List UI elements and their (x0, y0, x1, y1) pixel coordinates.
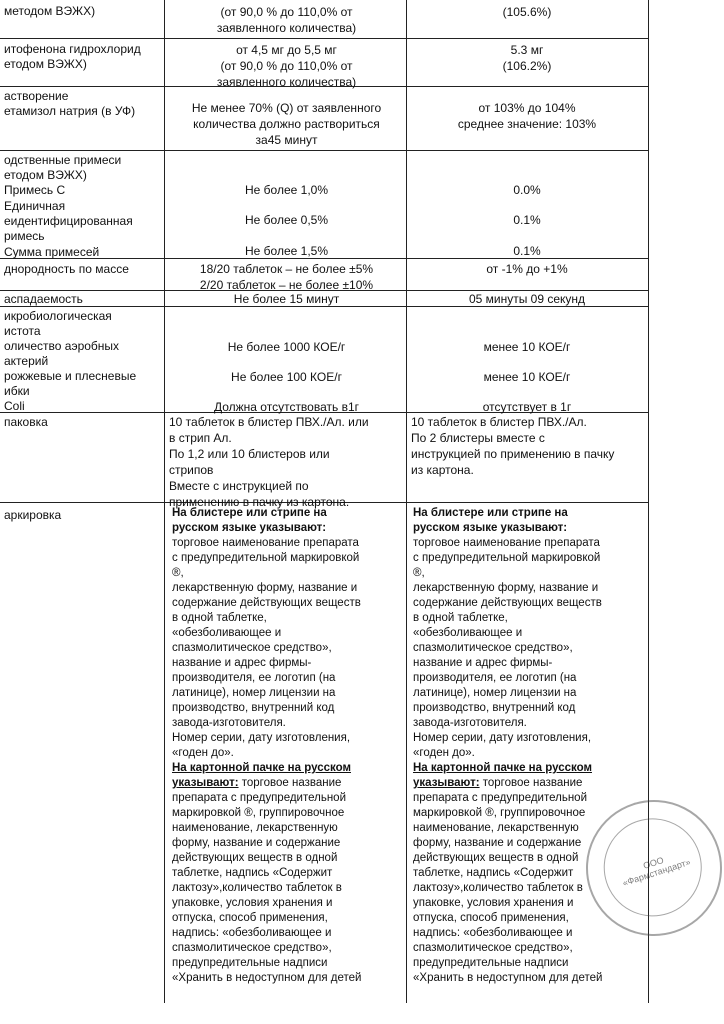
norm-cell-line: 2/20 таблеток – не более ±10% (199, 278, 374, 292)
parameter-cell-line: Coli (4, 399, 25, 413)
result-cell-line: инструкцией по применению в пачку (411, 447, 615, 461)
marking-line: торговое наименование препарата (172, 537, 359, 549)
norm-cell-line: от 4,5 мг до 5,5 мг (236, 43, 337, 57)
marking-line: действующих веществ в одной (413, 852, 579, 864)
marking-line: форму, название и содержание (413, 837, 582, 849)
parameter-cell-line: оличество аэробных (4, 339, 120, 353)
norm-cell (169, 243, 404, 259)
marking-line: ®, (413, 567, 425, 579)
row-divider (0, 150, 649, 151)
marking-line: название и адрес фирмы- (413, 657, 553, 669)
result-cell-line: отсутствует в 1г (482, 400, 572, 414)
parameter-cell-line: астворение (4, 89, 69, 103)
norm-cell (169, 212, 404, 228)
marking-line: Номер серии, дату изготовления, (172, 732, 351, 744)
marking-line: с предупредительной маркировкой (413, 552, 601, 564)
norm-cell (169, 100, 404, 148)
result-cell (411, 243, 643, 259)
marking-line: упаковке, условия хранения и (172, 897, 333, 909)
parameter-cell-line: ибки (4, 384, 30, 398)
marking-line: предупредительные надписи (413, 957, 569, 969)
marking-line: производство, внутренний код (413, 702, 576, 714)
result-cell (411, 369, 643, 385)
parameter-cell-line: етодом ВЭЖХ) (4, 168, 87, 182)
marking-line: русском языке указывают: (172, 522, 327, 534)
marking-text: торговое название (479, 777, 583, 789)
norm-cell-line: 18/20 таблеток – не более ±5% (199, 262, 374, 276)
parameter-cell (4, 292, 162, 307)
marking-line: в одной таблетке, (413, 612, 508, 624)
norm-cell (169, 291, 404, 307)
marking-line: надпись: «обезболивающее и (413, 927, 573, 939)
marking-line: упаковке, условия хранения и (413, 897, 574, 909)
parameter-cell-line: Единичная (4, 199, 66, 213)
marking-line: отпуска, способ применения, (172, 912, 328, 924)
norm-cell-line: Не более 15 минут (233, 292, 340, 306)
norm-cell-line: Не более 0,5% (245, 213, 328, 227)
parameter-cell-line: итофенона гидрохлорид (4, 42, 141, 56)
norm-cell-line: в стрип Ал. (169, 431, 232, 445)
parameter-cell (4, 309, 162, 339)
parameter-cell (4, 399, 162, 414)
marking-line: На картонной пачке на русском (172, 762, 351, 774)
marking-line: производителя, ее логотип (на (172, 672, 336, 684)
result-cell-line: (105.6%) (502, 5, 552, 19)
parameter-cell-line: Сумма примесей (4, 245, 100, 259)
marking-line: лекарственную форму, название и (413, 582, 599, 594)
marking-line: действующих веществ в одной (172, 852, 338, 864)
norm-cell-line: Не менее 70% (Q) от заявленного (191, 101, 382, 115)
parameter-cell (4, 245, 162, 260)
norm-cell-line: Не более 1,5% (245, 244, 328, 258)
norm-cell-line: заявленного количества) (216, 75, 357, 89)
marking-line: содержание действующих веществ (172, 597, 361, 609)
marking-line: спазмолитическое средство», (413, 942, 573, 954)
norm-cell-line: количества должно раствориться (193, 117, 380, 131)
parameter-cell-line: рожжевые и плесневые (4, 369, 137, 383)
marking-line: лактозу»,количество таблеток в (172, 882, 342, 894)
norm-cell-line: (от 90,0 % до 110,0% от (220, 59, 353, 73)
marking-line: отпуска, способ применения, (413, 912, 569, 924)
marking-line (413, 776, 647, 791)
parameter-cell-line: методом ВЭЖХ) (4, 4, 96, 18)
parameter-cell (4, 339, 162, 369)
marking-line: «Хранить в недоступном для детей (172, 972, 362, 984)
marking-line: латинице), номер лицензии на (413, 687, 577, 699)
marking-line: «Хранить в недоступном для детей (413, 972, 603, 984)
result-cell (411, 42, 643, 74)
marking-line: таблетке, надпись «Содержит (172, 867, 333, 879)
marking-line (172, 776, 404, 791)
marking-line: маркировкой ®, группировочное (172, 807, 345, 819)
marking-heading: указывают: (413, 777, 480, 789)
parameter-cell (4, 42, 162, 72)
norm-cell-line: заявленного количества) (216, 21, 357, 35)
result-cell (411, 291, 643, 307)
stamp-text: ООО «Фармстандарт» (621, 854, 692, 889)
parameter-cell (4, 415, 162, 430)
parameter-cell-line: аспадаемость (4, 292, 83, 306)
marking-line: «обезболивающее и (172, 627, 282, 639)
result-cell-line: 0.1% (513, 213, 541, 227)
marking-line: На блистере или стрипе на (172, 507, 327, 519)
marking-line: форму, название и содержание (172, 837, 341, 849)
result-cell-line: менее 10 КОЕ/г (483, 340, 571, 354)
result-cell-line: из картона. (411, 463, 474, 477)
parameter-cell (4, 262, 162, 277)
marking-line: Номер серии, дату изготовления, (413, 732, 592, 744)
marking-text: торговое название (238, 777, 342, 789)
result-cell (411, 399, 643, 415)
result-cell-line: 0.1% (513, 244, 541, 258)
result-cell (411, 414, 643, 478)
norm-cell-line: По 1,2 или 10 блистеров или (169, 447, 330, 461)
result-cell-line: менее 10 КОЕ/г (483, 370, 571, 384)
marking-line: ®, (172, 567, 184, 579)
marking-line: завода-изготовителя. (413, 717, 527, 729)
marking-line: с предупредительной маркировкой (172, 552, 360, 564)
norm-cell (169, 42, 404, 90)
result-cell (411, 212, 643, 228)
marking-line: спазмолитическое средство», (413, 642, 573, 654)
marking-line: препарата с предупредительной (172, 792, 347, 804)
norm-cell (169, 399, 404, 415)
marking-line: маркировкой ®, группировочное (413, 807, 586, 819)
norm-cell-line: Не более 1000 КОЕ/г (227, 340, 346, 354)
parameter-cell-line: днородность по массе (4, 262, 129, 276)
parameter-cell-line: истота (4, 324, 41, 338)
marking-line: «обезболивающее и (413, 627, 523, 639)
norm-cell-line: Не более 100 КОЕ/г (231, 370, 342, 384)
parameter-cell (4, 369, 162, 399)
marking-line: На картонной пачке на русском (413, 762, 592, 774)
parameter-cell (4, 183, 162, 198)
result-cell (411, 339, 643, 355)
marking-line: содержание действующих веществ (413, 597, 602, 609)
marking-line: наименование, лекарственную (413, 822, 579, 834)
parameter-cell-line: Примесь С (4, 183, 66, 197)
marking-line: производство, внутренний код (172, 702, 335, 714)
marking-line: торговое наименование препарата (413, 537, 600, 549)
marking-line: наименование, лекарственную (172, 822, 338, 834)
marking-line: «годен до». (172, 747, 234, 759)
marking-line: название и адрес фирмы- (172, 657, 312, 669)
norm-cell-line: стрипов (169, 463, 214, 477)
parameter-cell-line: икробиологическая (4, 309, 112, 323)
norm-cell (169, 261, 404, 293)
marking-line: «годен до». (413, 747, 475, 759)
norm-cell-line: за45 минут (255, 133, 318, 147)
norm-cell-line: (от 90,0 % до 110,0% от (220, 5, 353, 19)
result-cell-line: 0.0% (513, 183, 541, 197)
result-cell (411, 261, 643, 277)
norm-cell-line: Вместе с инструкцией по (169, 479, 309, 493)
result-cell-line: По 2 блистеры вместе с (411, 431, 545, 445)
row-divider (0, 38, 649, 39)
marking-line: в одной таблетке, (172, 612, 267, 624)
marking-line: таблетке, надпись «Содержит (413, 867, 574, 879)
marking-line: спазмолитическое средство», (172, 642, 332, 654)
parameter-cell-line: римесь (4, 229, 45, 243)
norm-cell (169, 369, 404, 385)
marking-line: спазмолитическое средство», (172, 942, 332, 954)
marking-heading: указывают: (172, 777, 239, 789)
marking-line: латинице), номер лицензии на (172, 687, 336, 699)
parameter-cell-line: актерий (4, 354, 49, 368)
norm-cell (169, 182, 404, 198)
result-cell-line: 10 таблеток в блистер ПВХ./Ал. (411, 415, 587, 429)
norm-cell (169, 4, 404, 36)
result-cell-line: от 103% до 104% (478, 101, 576, 115)
norm-cell-line: Не более 1,0% (245, 183, 328, 197)
result-cell-line: 05 минуты 09 секунд (468, 292, 586, 306)
marking-line: предупредительные надписи (172, 957, 328, 969)
parameter-cell-line: одственные примеси (4, 153, 122, 167)
marking-line: завода-изготовителя. (172, 717, 286, 729)
marking-line: лактозу»,количество таблеток в (413, 882, 583, 894)
marking-norm (172, 506, 404, 986)
marking-line: препарата с предупредительной (413, 792, 588, 804)
norm-cell (169, 414, 404, 510)
result-cell (411, 100, 643, 132)
parameter-cell-line: еидентифицированная (4, 214, 133, 228)
marking-line: производителя, ее логотип (на (413, 672, 577, 684)
result-cell-line: (106.2%) (502, 59, 552, 73)
parameter-cell-line: паковка (4, 415, 48, 429)
parameter-cell (4, 89, 162, 119)
parameter-cell-line: етамизол натрия (в УФ) (4, 104, 136, 118)
result-cell-line: среднее значение: 103% (457, 117, 597, 131)
parameter-cell (4, 153, 162, 183)
parameter-cell-line: етодом ВЭЖХ) (4, 57, 87, 71)
norm-cell-line: 10 таблеток в блистер ПВХ./Ал. или (169, 415, 369, 429)
parameter-cell (4, 199, 162, 244)
norm-cell-line: Должна отсутствовать в1г (213, 400, 360, 414)
parameter-cell (4, 4, 162, 19)
result-cell (411, 4, 643, 20)
marking-line: русском языке указывают: (413, 522, 568, 534)
marking-line: На блистере или стрипе на (413, 507, 568, 519)
norm-cell-line: применению в пачку из картона. (169, 495, 350, 509)
result-cell-line: 5.3 мг (510, 43, 544, 57)
norm-cell (169, 339, 404, 355)
result-cell-line: от -1% до +1% (486, 262, 568, 276)
marking-param: аркировка (4, 508, 62, 522)
result-cell (411, 182, 643, 198)
marking-line: лекарственную форму, название и (172, 582, 358, 594)
marking-line: надпись: «обезболивающее и (172, 927, 332, 939)
